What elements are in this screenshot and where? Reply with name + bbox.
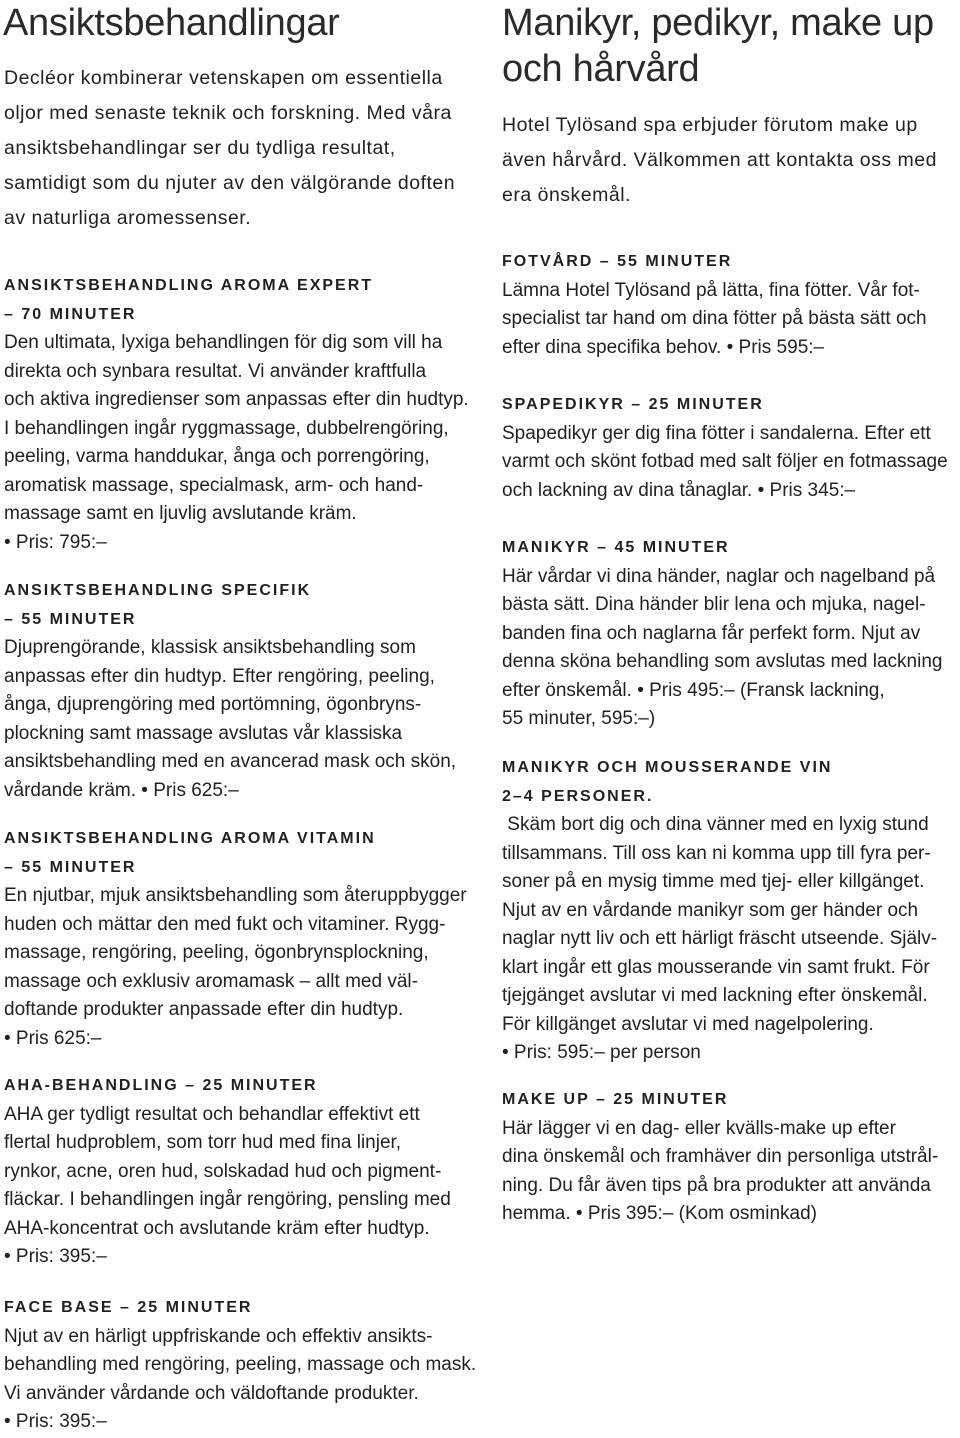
treatment-heading: MANIKYR OCH MOUSSERANDE VIN 2–4 PERSONER. [502, 759, 833, 805]
beauty-section-intro: Hotel Tylösand spa erbjuder förutom make up även hårvård. Välkommen att kontakta oss med era önskemål. [502, 114, 937, 206]
treatment-body [502, 277, 927, 363]
treatment-body [502, 1115, 938, 1229]
treatment-heading: SPAPEDIKYR – 25 MINUTER [502, 396, 764, 413]
treatment-body [4, 1101, 451, 1272]
treatment-heading: FACE BASE – 25 MINUTER [4, 1299, 253, 1316]
treatment-aroma-vitamin [4, 825, 467, 1053]
treatment-heading: ANSIKTSBEHANDLING SPECIFIK – 55 MINUTER [4, 582, 312, 628]
treatment-heading: AHA-BEHANDLING – 25 MINUTER [4, 1077, 318, 1094]
treatment-description: Här lägger vi en dag- eller kvälls-make up efter dina önskemål och framhäver din personliga utstrål- ning. Du får även tips på bra produkter att använda hemma. [502, 1117, 939, 1224]
treatment-heading: FOTVÅRD – 55 MINUTER [502, 253, 733, 270]
treatment-body [4, 1323, 476, 1437]
treatment-heading: ANSIKTSBEHANDLING AROMA EXPERT – 70 MINUTER [4, 277, 374, 323]
treatment-description: Här vårdar vi dina händer, naglar och nagelband på bästa sätt. Dina händer blir lena och mjuka, nagel- banden fina och naglarna får perfekt form. Njut av denna sköna behandling som avslutas med lackning efter önskemål. [502, 565, 943, 701]
treatment-price: • Pris 625:– [4, 1027, 102, 1049]
treatment-face-base [4, 1294, 476, 1437]
treatment-price: • Pris: 395:– [4, 1246, 107, 1267]
treatment-aroma-expert [4, 272, 469, 557]
treatment-description: Njut av en härligt uppfriskande och effektiv ansikts- behandling med rengöring, peeling, massage och mask. Vi använder vårdande och väldoftande produkter. [4, 1325, 477, 1404]
treatment-heading: ANSIKTSBEHANDLING AROMA VITAMIN – 55 MINUTER [4, 830, 376, 876]
treatment-price: • Pris 345:– [757, 479, 856, 501]
beauty-section-title: Manikyr, pedikyr, make up och hårvård [502, 2, 934, 90]
treatment-specifik [4, 577, 456, 805]
treatment-description: En njutbar, mjuk ansiktsbehandling som återuppbygger huden och mättar den med fukt och vitaminer. Rygg- massage, rengöring, peeling, ögonbrynsplockning, massage och exklusiv aromamask – allt med väl- doftande produkter anpassade efter din hudtyp. [4, 885, 467, 1020]
treatment-body [4, 329, 469, 557]
treatment-manikyr-mousserande-vin [502, 754, 937, 1068]
treatment-fotvard [502, 248, 927, 362]
treatment-description: Lämna Hotel Tylösand på lätta, fina fötter. Vår fot- specialist tar hand om dina fötter på bästa sätt och efter dina specifika behov. [502, 279, 927, 358]
treatment-manikyr [502, 534, 942, 734]
treatment-price: • Pris 495:– (Fransk lackning, 55 minuter, 595:–) [502, 679, 885, 729]
treatment-description: Djuprengörande, klassisk ansiktsbehandling som anpassas efter din hudtyp. Efter rengöring, peeling, ånga, djuprengöring med portömning, ögonbryns- plockning samt massage avslutas vår klassiska ansiktsbehandling med en avancerad mask och skön, vårdande kräm. [4, 637, 457, 801]
treatment-price: • Pris: 395:– [4, 1411, 107, 1432]
treatment-description: AHA ger tydligt resultat och behandlar effektivt ett flertal hudproblem, som torr hud med fina linjer, rynkor, acne, oren hud, solskadad hud och pigment- fläckar. I behandlingen ingår rengöring, pensling med AHA-koncentrat och avslutande kräm efter hudtyp. [4, 1103, 451, 1239]
treatment-price: • Pris: 795:– [4, 531, 107, 553]
facial-section-title: Ansiktsbehandlingar [3, 2, 340, 44]
treatment-heading: MANIKYR – 45 MINUTER [502, 539, 730, 556]
treatment-body [4, 634, 456, 805]
treatment-price: • Pris: 595:– per person [502, 1042, 701, 1063]
treatment-body [4, 882, 467, 1053]
treatment-aha [4, 1072, 451, 1272]
treatment-spapedikyr [502, 391, 948, 505]
treatment-price: • Pris 625:– [141, 779, 239, 801]
treatment-heading: MAKE UP – 25 MINUTER [502, 1091, 729, 1108]
treatment-description: Spapedikyr ger dig fina fötter i sandalerna. Efter ett varmt och skönt fotbad med salt följer en fotmassage och lackning av dina tånaglar. [502, 422, 948, 501]
treatment-body [502, 420, 948, 506]
treatment-body [502, 811, 937, 1068]
treatment-price: • Pris 395:– (Kom osminkad) [575, 1203, 817, 1224]
treatment-price: • Pris 595:– [726, 336, 825, 358]
treatment-description: Den ultimata, lyxiga behandlingen för dig som vill ha direkta och synbara resultat. Vi använder kraftfulla och aktiva ingredienser som anpassas efter din hudtyp. I behandlingen ingår ryggmassage, dubbelrengöring, peeling, varma handdukar, ånga och porrengöring, aromatisk massage, specialmask, arm- och hand- massage samt en ljuvlig avslutande kräm. [4, 332, 469, 524]
treatment-body [502, 563, 942, 734]
treatment-make-up [502, 1086, 938, 1229]
treatment-description: Skäm bort dig och dina vänner med en lyxig stund tillsammans. Till oss kan ni komma upp till fyra per- soner på en mysig timme med tjej- eller killgänget. Njut av en vårdande manikyr som ger händer och naglar nytt liv och ett härligt fräscht utseende. Själv- klart ingår ett glas mousserande vin samt frukt. För tjejgänget avslutar vi med lackning efter önskemål. För killgänget avslutar vi med nagelpolering. [502, 814, 938, 1035]
facial-section-intro: Decléor kombinerar vetenskapen om essentiella oljor med senaste teknik och forskning. Med våra ansiktsbehandlingar ser du tydliga resultat, samtidigt som du njuter av den välgörande doften av naturliga aromessenser. [4, 67, 456, 229]
